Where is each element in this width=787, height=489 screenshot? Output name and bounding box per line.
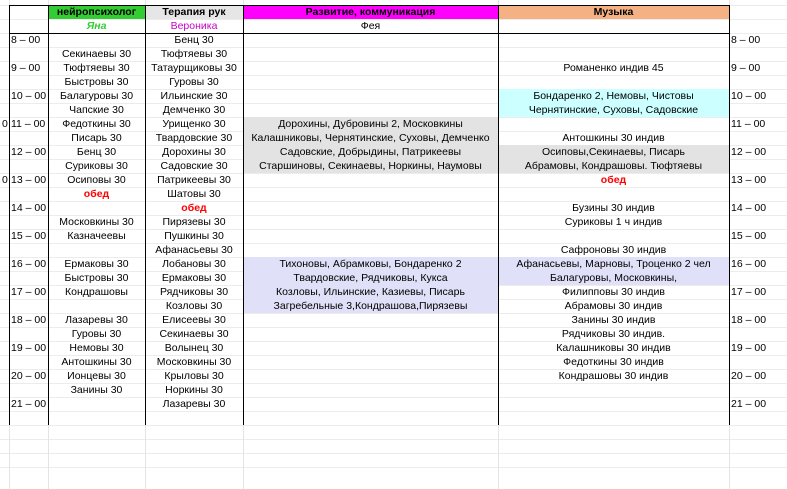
time-label[interactable]: 10 – 00 [11,90,47,102]
music-cell[interactable] [498,117,729,131]
music-cell[interactable]: Калашниковы 30 индив [556,342,671,354]
time-label[interactable]: 20 – 00 [11,370,47,382]
hands-cell[interactable]: Бенц 30 [174,34,214,46]
neuro-cell[interactable]: обед [83,188,110,200]
development-cell[interactable] [243,243,498,257]
neuro-cell[interactable]: Быстровы 30 [64,76,129,88]
development-cell[interactable]: Садовские, Добрыдины, Патрикеевы [243,145,498,159]
neuro-cell[interactable]: Гуровы 30 [71,328,122,340]
header-neuropsychologist[interactable]: нейропсихолог [48,5,145,19]
music-cell[interactable]: Занины 30 индив [571,314,656,326]
development-cell[interactable]: Дорохины, Дубровины 2, Московкины [243,117,498,131]
gridline-h [0,439,787,440]
hands-cell[interactable]: Крыловы 30 [164,370,224,382]
music-cell[interactable]: обед [600,174,627,186]
neuro-cell[interactable]: Ермаковы 30 [64,258,129,270]
time-label-right[interactable]: 18 – 00 [731,314,767,326]
time-label-right[interactable]: 9 – 00 [731,62,761,74]
column-border [243,5,244,425]
neuro-cell[interactable]: Немовы 30 [69,342,124,354]
hands-cell[interactable]: обед [181,202,207,214]
gridline-h [0,411,787,412]
hands-cell[interactable]: Урищенко 30 [162,118,226,130]
development-cell[interactable] [243,229,498,243]
development-cell[interactable]: Тихоновы, Абрамковы, Бондаренко 2 [243,257,498,271]
neuro-cell[interactable]: Тюфтяевы 30 [63,62,130,74]
music-cell[interactable]: Федоткины 30 индив [563,356,664,368]
music-cell[interactable]: Романенко индив 45 [563,62,664,74]
time-label[interactable]: 13 – 00 [11,174,47,186]
column-border [9,5,10,425]
neuro-cell[interactable]: Занины 30 [70,384,123,396]
time-label-right[interactable]: 17 – 00 [731,286,767,298]
gridline-h [0,425,787,426]
time-label[interactable]: 8 – 00 [11,34,41,46]
hands-cell[interactable]: Татаурщиковы 30 [151,62,237,74]
time-label[interactable]: 14 – 00 [11,202,47,214]
music-cell[interactable]: Филипповы 30 индив [562,286,665,298]
music-cell[interactable]: Бузины 30 индив [572,202,655,214]
hands-cell[interactable]: Патрикеевы 30 [157,174,231,186]
time-label-right[interactable]: 11 – 00 [731,118,766,130]
development-cell[interactable]: Загребельные 3,Кондрашова,Пирязевы [243,299,498,313]
development-cell[interactable]: Старшиновы, Секинаевы, Норкины, Наумовы [243,159,498,173]
hands-cell[interactable]: Шатовы 30 [167,188,221,200]
header-bottom-border [9,33,729,34]
column-border [145,5,146,425]
development-cell[interactable] [243,341,498,355]
development-cell[interactable] [243,313,498,327]
hands-cell[interactable]: Ильинские 30 [160,90,228,102]
hands-cell[interactable]: Пушкины 30 [164,230,224,242]
development-cell[interactable] [243,397,498,411]
development-cell[interactable] [243,47,498,61]
time-label-right[interactable]: 12 – 00 [731,146,767,158]
music-cell[interactable] [498,383,729,397]
teacher-yana[interactable]: Яна [86,20,107,32]
development-cell[interactable] [243,215,498,229]
hands-cell[interactable]: Ермаковы 30 [161,272,227,284]
time-label-right[interactable]: 14 – 00 [731,202,767,214]
development-cell[interactable] [243,89,498,103]
neuro-cell[interactable]: Бенц 30 [76,146,117,158]
time-label[interactable]: 18 – 00 [11,314,47,326]
neuro-cell[interactable]: Суриковы 30 [65,160,128,172]
time-label[interactable]: 19 – 00 [11,342,47,354]
hands-cell[interactable]: Твардовские 30 [155,132,233,144]
hands-cell[interactable]: Садовские 30 [160,160,228,172]
development-cell[interactable] [243,327,498,341]
neuro-cell[interactable]: Федоткины 30 [62,118,131,130]
neuro-cell[interactable]: Лазаревы 30 [65,314,128,326]
time-label[interactable]: 21 – 00 [11,398,47,410]
neuro-cell[interactable]: Чапские 30 [69,104,124,116]
time-label[interactable]: 11 – 00 [11,118,46,130]
neuro-cell[interactable] [48,243,145,257]
music-cell[interactable]: Суриковы 1 ч индив [564,216,663,228]
teacher-veronika[interactable]: Вероника [170,20,218,32]
neuro-cell[interactable]: Осиповы 30 [67,174,126,186]
neuro-cell[interactable]: Быстровы 30 [64,272,129,284]
hands-cell[interactable]: Козловы 30 [165,300,223,312]
hands-cell[interactable]: Дорохины 30 [162,146,226,158]
development-cell[interactable] [243,201,498,215]
music-cell[interactable] [498,397,729,411]
neuro-cell[interactable]: Московкины 30 [59,216,134,228]
time-label[interactable]: 12 – 00 [11,146,47,158]
hands-cell[interactable]: Тюфтяевы 30 [160,48,228,60]
time-label-right[interactable]: 8 – 00 [731,34,761,46]
hands-cell[interactable]: Лобановы 30 [162,258,226,270]
time-label-right[interactable]: 15 – 00 [731,230,767,242]
time-label[interactable]: 9 – 00 [11,62,41,74]
time-label[interactable]: 16 – 00 [11,258,47,270]
neuro-cell[interactable]: Балагуровы 30 [59,90,134,102]
music-cell[interactable]: Бондаренко 2, Немовы, Чистовы [498,89,729,103]
column-border [48,5,49,425]
time-label-right[interactable]: 21 – 00 [731,398,767,410]
music-cell[interactable] [498,229,729,243]
development-cell[interactable] [243,61,498,75]
neuro-cell[interactable]: Ионцевы 30 [67,370,126,382]
time-label-right[interactable]: 16 – 00 [731,258,767,270]
development-cell[interactable] [243,173,498,187]
neuro-cell[interactable]: Секинаевы 30 [61,48,132,60]
hands-cell[interactable]: Рядчиковы 30 [159,286,229,298]
music-cell[interactable]: Сафроновы 30 индив [560,244,667,256]
edge-mark[interactable]: 0 [2,174,8,186]
neuro-cell[interactable] [48,33,145,47]
time-label[interactable]: 15 – 00 [11,230,47,242]
time-label-right[interactable]: 19 – 00 [731,342,767,354]
neuro-cell[interactable]: Антошкины 30 [61,356,132,368]
music-cell[interactable]: Кондрашовы 30 индив [558,370,669,382]
neuro-cell[interactable]: Кондрашовы [65,286,128,298]
hands-cell[interactable]: Афанасьевы 30 [155,244,233,256]
column-border [729,5,730,425]
music-cell[interactable]: Абрамовы 30 индив [564,300,663,312]
hands-cell[interactable]: Демченко 30 [162,104,226,116]
development-cell[interactable] [243,187,498,201]
hands-cell[interactable]: Норкины 30 [165,384,223,396]
neuro-cell[interactable] [48,299,145,313]
neuro-cell[interactable]: Писарь 30 [71,132,122,144]
header-hand-therapy[interactable]: Терапия рук [145,5,243,19]
header-top-border [9,5,729,6]
hands-cell[interactable]: Пирязевы 30 [162,216,226,228]
music-cell[interactable]: Афанасьевы, Марновы, Троценко 2 чел [498,257,729,271]
development-cell[interactable]: Твардовские, Рядчиковы, Кукса [243,271,498,285]
gridline-h [0,453,787,454]
development-cell[interactable] [243,103,498,117]
development-cell[interactable] [243,369,498,383]
time-label-right[interactable]: 20 – 00 [731,370,767,382]
music-cell[interactable]: Балагуровы, Московкины, [498,271,729,285]
hands-cell[interactable]: Секинаевы 30 [159,328,229,340]
music-cell[interactable]: Абрамовы, Кондрашовы. Тюфтяевы [498,159,729,173]
teacher-feya[interactable]: Фея [360,20,381,32]
neuro-cell[interactable] [48,397,145,411]
time-label[interactable]: 17 – 00 [11,286,47,298]
music-cell[interactable]: Антошкины 30 индив [562,132,665,144]
music-cell[interactable]: Чернятинские, Суховы, Садовские [498,103,729,117]
header-development[interactable]: Развитие, коммуникация [243,5,498,19]
music-cell[interactable] [498,33,729,47]
music-cell[interactable] [498,187,729,201]
header-music[interactable]: Музыка [498,5,729,19]
time-label-right[interactable]: 13 – 00 [731,174,767,186]
development-cell[interactable]: Козловы, Ильинские, Казиевы, Писарь [243,285,498,299]
gridline-h [0,467,787,468]
neuro-cell[interactable] [48,201,145,215]
music-cell[interactable]: Рядчиковы 30 индив. [561,328,666,340]
hands-cell[interactable]: Лазаревы 30 [162,398,226,410]
hands-cell[interactable]: Волынец 30 [164,342,224,354]
edge-mark[interactable]: 0 [2,118,8,130]
development-cell[interactable] [243,355,498,369]
music-cell[interactable] [498,47,729,61]
hands-cell[interactable]: Гуровы 30 [169,76,219,88]
hands-cell[interactable]: Московкины 30 [156,356,232,368]
neuro-cell[interactable]: Казначеевы [67,230,126,242]
music-cell[interactable] [498,75,729,89]
development-cell[interactable] [243,33,498,47]
development-cell[interactable] [243,383,498,397]
time-label-right[interactable]: 10 – 00 [731,90,767,102]
development-cell[interactable]: Калашниковы, Чернятинские, Суховы, Демченко [243,131,498,145]
column-border [498,5,499,425]
hands-cell[interactable]: Елисеевы 30 [162,314,226,326]
music-cell[interactable]: Осиповы,Секинаевы, Писарь [498,145,729,159]
development-cell[interactable] [243,75,498,89]
